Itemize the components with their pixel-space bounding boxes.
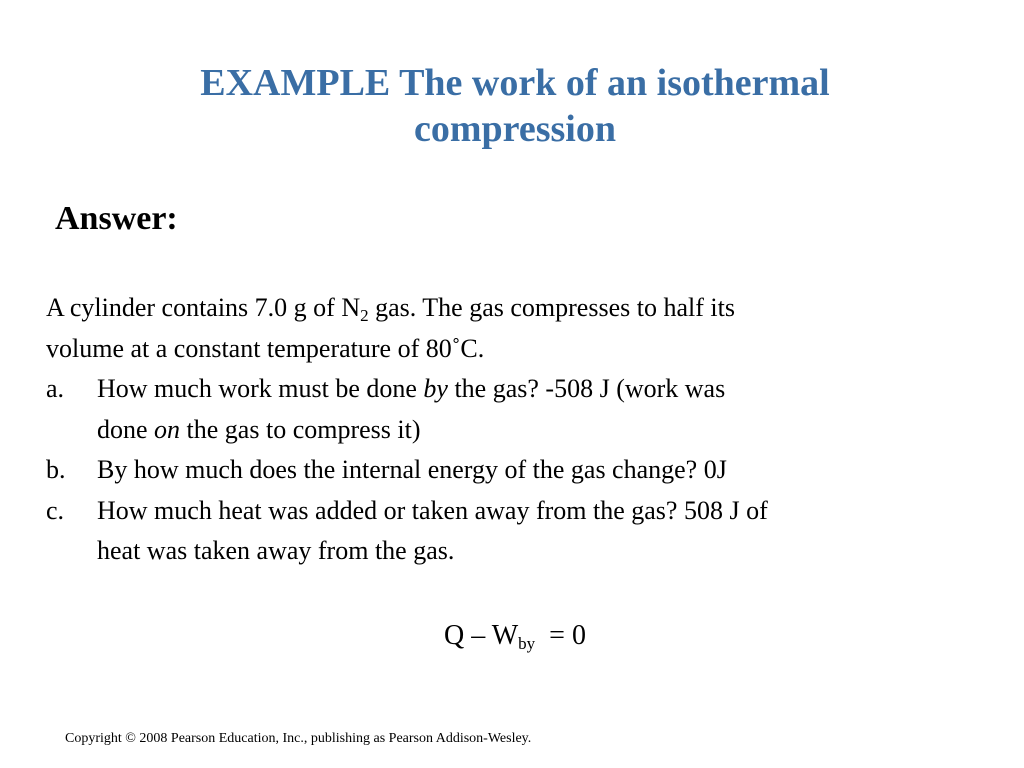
list-item-c bbox=[46, 491, 996, 572]
problem-intro-line1 bbox=[46, 288, 996, 329]
slide-title bbox=[60, 60, 970, 152]
first-law-equation bbox=[0, 618, 1024, 654]
problem-text bbox=[46, 288, 996, 572]
item-b-text: By how much does the internal energy of the gas change? 0J bbox=[97, 455, 727, 484]
intro-subscript: 2 bbox=[360, 306, 369, 325]
answer-label: Answer: bbox=[55, 200, 178, 237]
equation-left: Q – W bbox=[444, 620, 519, 651]
list-item-a bbox=[46, 369, 996, 450]
item-a-emphasis-by: by bbox=[423, 374, 448, 403]
item-a-text-before: How much work must be done bbox=[97, 374, 424, 403]
slide-title-line1: EXAMPLE The work of an isothermal bbox=[200, 62, 830, 104]
list-marker-a: a. bbox=[46, 374, 65, 403]
item-a-line2 bbox=[97, 410, 996, 451]
problem-intro-line2: volume at a constant temperature of 80˚C. bbox=[46, 333, 485, 363]
intro-text-part2: gas. The gas compresses to half its bbox=[368, 293, 735, 322]
item-a-line2-after: the gas to compress it) bbox=[180, 414, 421, 444]
item-a-text-after: the gas? -508 J (work was bbox=[447, 374, 726, 403]
equation-right: = 0 bbox=[535, 620, 586, 651]
item-a-line1 bbox=[97, 369, 996, 410]
list-item-b bbox=[46, 450, 996, 491]
item-a-line2-before: done bbox=[97, 414, 155, 444]
intro-text-part1: A cylinder contains 7.0 g of N bbox=[46, 293, 361, 322]
copyright-footer: Copyright © 2008 Pearson Education, Inc., publishing as Pearson Addison-Wesley. bbox=[65, 731, 532, 746]
slide-title-line2: compression bbox=[414, 108, 616, 150]
item-c-line1: How much heat was added or taken away from the gas? 508 J of bbox=[97, 495, 768, 525]
list-marker-c: c. bbox=[46, 495, 65, 525]
equation-subscript: by bbox=[518, 634, 536, 653]
item-a-emphasis-on: on bbox=[154, 414, 181, 444]
list-marker-b: b. bbox=[46, 455, 66, 484]
item-c-line2: heat was taken away from the gas. bbox=[97, 536, 455, 565]
